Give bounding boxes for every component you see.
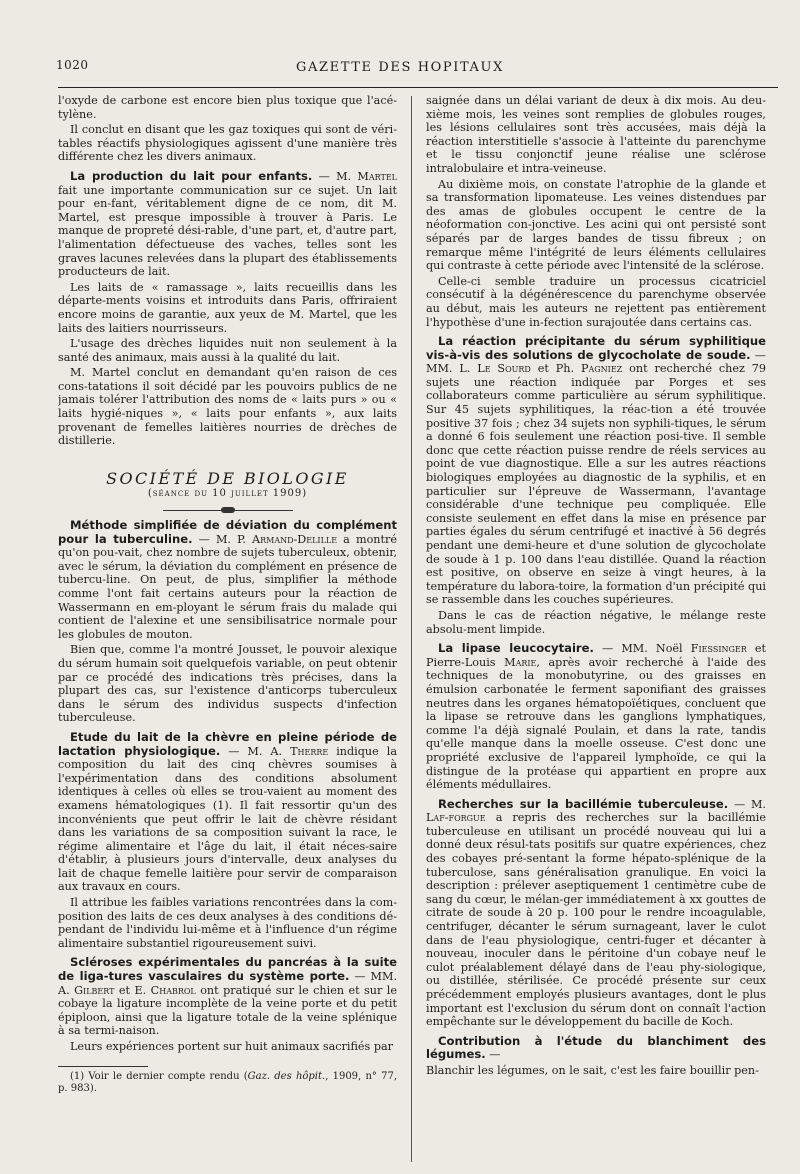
journal-title: GAZETTE DES HOPITAUX <box>296 60 504 75</box>
article-text: fait une importante communication sur ce sujet. Un lait pour en-fant, véritablement digne de ce nom, dit M. Martel, est presque impossible à trouver à Paris. Le manque de propreté dési-rable, d'une part, et, d'autre part, l'alimentation défectueuse des vaches, telles sont les graves lacunes relevées dans la plupart des établissements producteurs de lait. <box>58 183 397 279</box>
author-name: Fiessinger <box>690 642 747 656</box>
footnote-text: (1) Voir le dernier compte rendu ( <box>70 1070 248 1082</box>
paragraph: Bien que, comme l'a montré Jousset, le pouvoir alexique du sérum humain soit quelquefois variable, on peut obtenir par ce procédé des indications très précises, dans la plupart des cas, sur l'existence d'anticorps tuberculeux dans le sérum des individus suspects d'infection tuberculeuse. <box>58 643 397 725</box>
article-title: Contribution à l'étude du blanchiment des légumes. <box>426 1033 766 1062</box>
article-text: ont recherché chez 79 sujets une réaction indiquée par Porges et ses collaborateurs comme particulière au sérum syphilitique. Sur 45 sujets syphilitiques, la réac-tion a été trouvée positive 37 fois ; chez 34 sujets non syphili-tiques, le sérum a donné 6 fois seulement une réaction posi-tive. Il semble donc que cette réaction puisse rendre de réels services au point de vue diagnostique. Elle a sur les autres réactions biologiques employées au diagnostic de la syphilis, et en particulier sur l'épreuve de Wassermann, l'avantage considérable d'une technique peu compliquée. Elle consiste seulement en effet dans la mise en présence par parties égales du sérum centrifugé et inactivé à 56 degrés pendant une demi-heure et d'une solution de glycocholate de soude à 1 p. 100 dans l'eau distillée. Quand la réaction est positive, on observe en seize à vingt heures, à la température du labora-toire, la formation d'un précipité qui se rassemble dans les couches supérieures. <box>426 362 766 607</box>
author-name: Marie <box>504 655 537 669</box>
article-text: a repris des recherches sur la bacillémie tuberculeuse en utilisant un procédé nouveau qui lui a donné deux résul-tats positifs sur quatre expériences, chez des cobayes pré-sentant la forme hépato-splénique de la tuberculose, sans généralisation granulique. En voici la description : prélever aseptiquement 1 centimètre cube de sang du cœur, le mélan-ger immédiatement à xx gouttes de citrate de soude à 20 p. 100 pour le rendre incoagulable, centrifuger, décanter le sérum surnageant, laver le culot dans de l'eau physiologique, centri-fuger et décanter à nouveau, inoculer dans le péritoine d'un cobaye neuf le culot préalablement délayé dans de l'eau phy-siologique, ou distillée, stérilisée. Ce procédé présente sur ceux précédemment employés plusieurs avantages, dont le plus important est l'exclusion du sérum dont on connaît l'action empêchante sur le développement du bacille de Koch. <box>426 811 766 1029</box>
author-name: Laf-forgue <box>426 811 486 825</box>
author-name: Pagniez <box>580 362 623 376</box>
ornament-divider <box>163 507 293 513</box>
title-dash: — <box>485 1048 501 1062</box>
footnote-text: , 1909, n° 77, p. 983). <box>58 1070 397 1094</box>
author-prefix: — MM. L. <box>426 348 766 376</box>
author-prefix: — M. <box>728 797 766 811</box>
article-syphilis <box>426 335 766 607</box>
paragraph: Dans le cas de réaction négative, le mélange reste absolu-ment limpide. <box>426 608 766 636</box>
paragraph: M. Martel conclut en demandant qu'en raison de ces cons-tatations il soit décidé par les pouvoirs publics de ne jamais tolérer l'attribution des noms de « laits purs » ou « laits hygié-niques », « laits pour enfants », aux laits provenant de femelles laitières nourries de drèches de distillerie. <box>58 366 397 448</box>
article-bacillemia <box>426 798 766 1029</box>
paragraph: l'oxyde de carbone est encore bien plus toxique que l'acé-tylène. <box>58 94 397 121</box>
header-rule <box>58 87 778 88</box>
paragraph: Il conclut en disant que les gaz toxiques qui sont de véri-tables réactifs physiologiques agissent d'une manière très différente chez les divers animaux. <box>58 123 397 164</box>
article-text: , après avoir recherché à l'aide des techniques de la monobutyrine, ou des graisses en émulsion carbonatée le ferment saponifiant des graisses neutres dans les organes hématopoïétiques, concluent que la lipase se retrouve dans les ganglions lymphatiques, comme l'a déjà signalé Poulain, et dans la rate, tandis qu'elle manque dans la moelle osseuse. C'est donc une propriété exclusive de l'appareil lymphoïde, ce qui la distingue de la protéase qui appartient en propre aux éléments médullaires. <box>426 655 766 792</box>
paragraph: Il attribue les faibles variations rencontrées dans la com-position des laits de ces deux analyses à des conditions dé-pendant de l'individu lui-même et à l'influence d'un régime alimentaire substantiel rigoureusement suivi. <box>58 896 397 950</box>
paragraph: saignée dans un délai variant de deux à dix mois. Au deu-xième mois, les veines sont remplies de globules rouges, les lésions cellulaires sont très accusées, mais déjà la réaction interstitielle s'associe à l'atteinte du parenchyme et le tissu conjonctif jeune réalise une sclérose intralobulaire et intra-veineuse. <box>426 94 766 175</box>
author-name: Le Sourd <box>477 362 531 376</box>
author-prefix: — M. <box>312 169 358 183</box>
column-divider <box>411 96 412 1162</box>
author-name: Martel <box>357 169 397 183</box>
paragraph: Les laits de « ramassage », laits recueillis dans les départe-ments voisins et introduits dans Paris, offriraient encore moins de garantie, aux yeux de M. Martel, que les laits des laitiers nourrisseurs. <box>58 280 397 335</box>
author-prefix: — M. A. <box>220 744 291 758</box>
article-title: La lipase leucocytaire. <box>438 641 594 656</box>
left-column <box>58 94 397 1164</box>
author-joiner: et Ph. <box>530 362 581 376</box>
article-sclerosis <box>58 956 397 1038</box>
session-date <box>58 487 397 501</box>
author-name: Chabrol <box>150 983 196 997</box>
footnote <box>58 1071 397 1095</box>
article-goat <box>58 731 397 894</box>
article-milk <box>58 170 397 279</box>
session-date-text: (séance du 10 juillet 1909) <box>147 488 308 500</box>
paragraph: Celle-ci semble traduire un processus cicatriciel consécutif à la dégénérescence du parenchyme observée au début, mais les auteurs ne rejettent pas entièrement l'hypothèse d'une in-fection surajoutée dans certains cas. <box>426 274 766 329</box>
author-name: Therre <box>290 744 329 758</box>
paragraph: Au dixième mois, on constate l'atrophie de la glande et sa transformation lipomateuse. Les veines distendues par des amas de globules occupent le centre de la néoformation con-jonctive. Les acini qui ont persisté sont séparés par de larges bandes de tissu fibreux ; on remarque même l'intégrité de leurs éléments cellulaires qui contraste à cette période avec l'intensité de la sclérose. <box>426 177 766 273</box>
article-vegetables <box>426 1035 766 1062</box>
article-title: Etude du lait de la chèvre en pleine période de lactation physiologique. <box>58 729 397 758</box>
article-title: La production du lait pour enfants. <box>70 168 313 183</box>
footnote-rule <box>58 1066 148 1067</box>
author-prefix: — MM. Noël <box>593 642 691 656</box>
footnote-reference: Gaz. des hôpit. <box>247 1070 326 1082</box>
author-joiner: et E. <box>114 983 151 997</box>
article-method <box>58 519 397 641</box>
article-text: indique la composition du lait des cinq chèvres soumises à l'expérimentation dans des conditions absolument identiques à celles où elles se trou-vaient au moment des examens hématologiques (1). Il fait ressortir qu'un des inconvénients que peut offrir le lait de chèvre résidant dans les variations de sa composition suivant la race, le régime alimentaire et l'âge du lait, il était néces-saire d'établir, à plusieurs jours d'intervalle, deux analyses du lait de chaque femelle laitière pour servir de comparaison aux travaux en cours. <box>58 744 397 894</box>
paragraph: Leurs expériences portent sur huit animaux sacrifiés par <box>70 1040 394 1053</box>
article-title: Méthode simplifiée de déviation du complément pour la tuberculine. <box>58 518 397 546</box>
right-column <box>426 94 766 1164</box>
author-prefix: — M. P. <box>192 532 253 546</box>
article-title: Recherches sur la bacillémie tuberculeuse. <box>438 796 729 811</box>
article-title: La réaction précipitante du sérum syphilitique vis-à-vis des solutions de glycocholate de soude. <box>426 334 766 362</box>
article-text: a montré qu'on pou-vait, chez nombre de sujets tuberculeux, obtenir, avec le sérum, la déviation du complément en présence de tubercu-line. On peut, de plus, simplifier la méthode comme l'ont fait certains auteurs pour la réaction de Wassermann en em-ployant le sérum frais du malade qui contient de l'alexine et une sensibilisatrice normale pour les globules de mouton. <box>58 532 397 641</box>
paragraph: L'usage des drèches liquides nuit non seulement à la santé des animaux, mais aussi à la qualité du lait. <box>58 337 397 364</box>
article-text: ont pratiqué sur le chien et sur le cobaye la ligature incomplète de la veine porte et du petit épiploon, ainsi que la ligature totale de la veine splénique à sa termi-naison. <box>58 983 397 1038</box>
section-title: SOCIÉTÉ DE BIOLOGIE <box>106 468 349 488</box>
paragraph: Blanchir les légumes, on le sait, c'est les faire bouillir pen- <box>426 1063 759 1077</box>
article-title: Scléroses expérimentales du pancréas à la suite de liga-tures vasculaires du système porte. <box>58 955 397 984</box>
page-number: 1020 <box>56 58 89 72</box>
article-lipase <box>426 642 766 792</box>
author-prefix: — MM. A. <box>58 970 397 997</box>
author-name: Gilbert <box>74 983 115 997</box>
author-name: Armand-Delille <box>252 532 338 546</box>
author-joiner: et Pierre-Louis <box>426 642 766 669</box>
